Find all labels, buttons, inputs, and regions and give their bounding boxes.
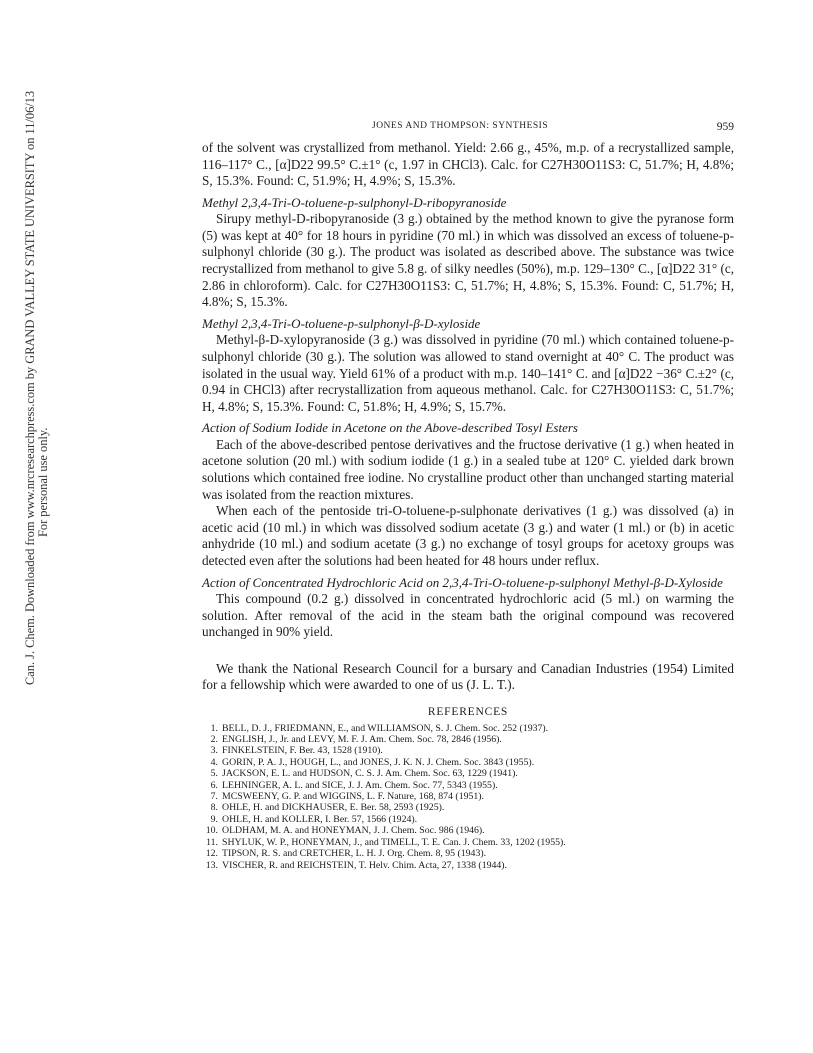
reference-item — [202, 723, 734, 734]
paragraph-sodium-iodide: Each of the above-described pentose derivatives and the fructose derivative (1 g.) when heated in acetone solution (20 ml.) with sodium iodide (1 g.) in a sealed tube at 120° C. yielded dark brown solutions which contained free iodine. No crystalline product other than unchanged starting material was isolated from the reaction mixtures. — [202, 436, 734, 502]
section-heading-hydrochloric-acid: Action of Concentrated Hydrochloric Acid on 2,3,4-Tri-O-toluene-p-sulphonyl Methyl-β-D-Xyloside — [202, 574, 723, 590]
reference-number: 6. — [210, 779, 218, 791]
page-number: 959 — [716, 121, 734, 133]
running-head-title: JONES AND THOMPSON: SYNTHESIS — [372, 121, 549, 131]
paragraph-xyloside: Methyl-β-D-xylopyranoside (3 g.) was dissolved in pyridine (70 ml.) which contained toluene-p-sulphonyl chloride (30 g.). The solution was allowed to stand overnight at 40° C. The product was isolated in the usual way. Yield 61% of a product with m.p. 140–141° C. and [α]D22 −36° C.±2° (c, 0.94 in CHCl3) after recrystallization from aqueous methanol. Calc. for C27H30O11S3: C, 51.7%; H, 4.8%; S, 15.3%. Found: C, 51.8%; H, 4.9%; S, 15.7%. — [202, 332, 734, 414]
reference-number: 11. — [206, 836, 218, 848]
reference-number: 8. — [210, 802, 218, 814]
article-body — [202, 140, 734, 871]
references-title: REFERENCES — [427, 706, 509, 719]
paragraph-continuation: of the solvent was crystallized from methanol. Yield: 2.66 g., 45%, m.p. of a recrystallized sample, 116–117° C., [α]D22 99.5° C.±1° (c, 1.97 in CHCl3). Calc. for C27H30O11S3: C, 51.7%; H, 4.8%; S, 15.3%. Found: C, 51.9%; H, 4.9%; S, 15.3%. — [202, 140, 734, 189]
reference-number: 5. — [210, 768, 218, 780]
download-notice — [4, 90, 50, 685]
references-list — [202, 723, 734, 871]
reference-number: 12. — [205, 848, 218, 860]
reference-item — [202, 745, 734, 756]
reference-item — [202, 757, 734, 768]
acknowledgement: We thank the National Research Council for a bursary and Canadian Industries (1954) Limited for a fellowship which were awarded to one of us (J. L. T.). — [202, 660, 734, 693]
reference-text: BELL, D. J., FRIEDMANN, E., and WILLIAMSON, S. J. Chem. Soc. 252 (1937). — [222, 722, 549, 734]
reference-text: ENGLISH, J., Jr. and LEVY, M. F. J. Am. Chem. Soc. 78, 2846 (1956). — [222, 734, 502, 746]
reference-item — [202, 837, 734, 848]
reference-text: GORIN, P. A. J., HOUGH, L., and JONES, J. K. N. J. Chem. Soc. 3843 (1955). — [222, 756, 535, 768]
paragraph-hydrochloric-acid: This compound (0.2 g.) dissolved in concentrated hydrochloric acid (5 ml.) on warming the solution. After removal of the acid in the steam bath the original compound was recovered unchanged in 90% yield. — [202, 591, 734, 640]
reference-number: 4. — [210, 756, 218, 768]
reference-number: 7. — [210, 791, 218, 803]
reference-item — [202, 791, 734, 802]
reference-number: 13. — [205, 859, 218, 871]
reference-text: OHLE, H. and KOLLER, I. Ber. 57, 1566 (1924). — [222, 813, 418, 825]
reference-item — [202, 825, 734, 836]
spacer — [202, 641, 734, 661]
download-notice-text — [24, 91, 50, 685]
reference-number: 1. — [210, 722, 218, 734]
section-heading-xyloside: Methyl 2,3,4-Tri-O-toluene-p-sulphonyl-β-D-xyloside — [202, 315, 481, 331]
reference-number: 2. — [210, 734, 218, 746]
section-heading-sodium-iodide: Action of Sodium Iodide in Acetone on the Above-described Tosyl Esters — [202, 420, 578, 436]
reference-text: VISCHER, R. and REICHSTEIN, T. Helv. Chim. Acta, 27, 1338 (1944). — [222, 859, 507, 871]
download-notice-line2: For personal use only. — [36, 427, 50, 537]
reference-number: 9. — [210, 813, 218, 825]
section-heading-ribopyranoside: Methyl 2,3,4-Tri-O-toluene-p-sulphonyl-D-ribopyranoside — [202, 194, 507, 210]
reference-number: 10. — [205, 825, 218, 837]
reference-item — [202, 860, 734, 871]
reference-text: FINKELSTEIN, F. Ber. 43, 1528 (1910). — [222, 745, 383, 757]
reference-text: LEHNINGER, A. L. and SICE, J. J. Am. Chem. Soc. 77, 5343 (1955). — [222, 779, 498, 791]
reference-item — [202, 734, 734, 745]
paragraph-ribopyranoside: Sirupy methyl-D-ribopyranoside (3 g.) obtained by the method known to give the pyranose form (5) was kept at 40° for 18 hours in pyridine (70 ml.) in which was dissolved an excess of toluene-p-sulphonyl chloride (30 g.). The product was isolated as described above. The substance was twice recrystallized from methanol to give 5.8 g. of silky needles (50%), m.p. 129–130° C., [α]D22 31° (c, 2.86 in chloroform). Calc. for C27H30O11S3: C, 51.7%; H, 4.8%; S, 15.3%. Found: C, 51.7%; H, 4.8%; S, 15.3%. — [202, 211, 734, 310]
paragraph-acetolysis: When each of the pentoside tri-O-toluene-p-sulphonate derivatives (1 g.) was dissolved (a) in acetic acid (10 ml.) in which was dissolved sodium acetate (3 g.) and water (1 ml.) or (b) in acetic anhydride (10 ml.) and sodium acetate (3 g.) no exchange of tosyl groups for acetoxy groups was detected even after the solutions had been heated for 48 hours under reflux. — [202, 503, 734, 568]
reference-item — [202, 814, 734, 825]
running-header — [202, 121, 734, 135]
reference-text: SHYLUK, W. P., HONEYMAN, J., and TIMELL, T. E. Can. J. Chem. 33, 1202 (1955). — [222, 836, 566, 848]
reference-item — [202, 768, 734, 779]
reference-number: 3. — [210, 745, 218, 757]
reference-text: TIPSON, R. S. and CRETCHER, L. H. J. Org. Chem. 8, 95 (1943). — [222, 848, 487, 860]
reference-item — [202, 848, 734, 859]
reference-item — [202, 802, 734, 813]
reference-text: OLDHAM, M. A. and HONEYMAN, J. J. Chem. Soc. 986 (1946). — [222, 825, 485, 837]
download-notice-line1: Can. J. Chem. Downloaded from www.nrcresearchpress.com by GRAND VALLEY STATE UNIVERSITY on 11/06/13 — [23, 90, 37, 685]
reference-text: JACKSON, E. L. and HUDSON, C. S. J. Am. Chem. Soc. 63, 1229 (1941). — [222, 768, 518, 780]
reference-item — [202, 780, 734, 791]
reference-text: MCSWEENY, G. P. and WIGGINS, L. F. Nature, 168, 874 (1951). — [222, 791, 484, 803]
reference-text: OHLE, H. and DICKHAUSER, E. Ber. 58, 2593 (1925). — [222, 802, 445, 814]
